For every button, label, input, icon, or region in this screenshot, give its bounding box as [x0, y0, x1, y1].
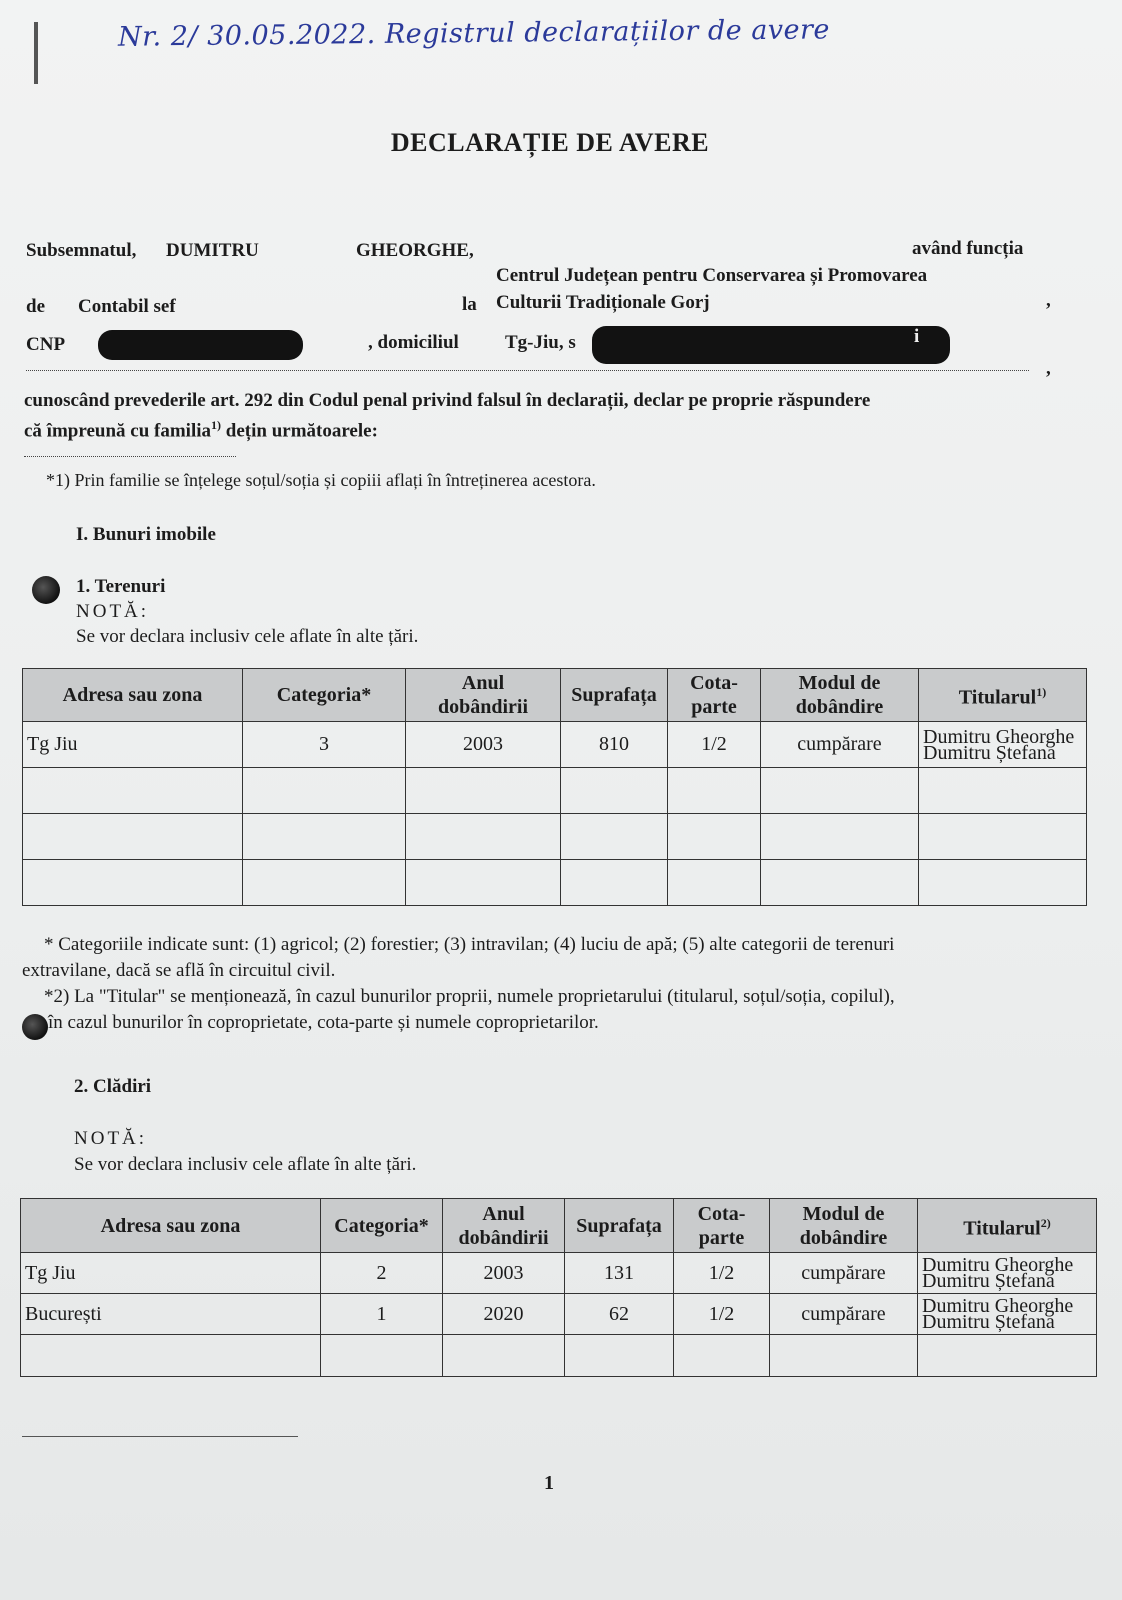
- header-titular: Titularul$^{1)}$: [919, 669, 1087, 722]
- job-title: Contabil sef: [78, 296, 176, 317]
- cell-adresa: Tg Jiu: [21, 1253, 321, 1294]
- terenuri-header-row: [23, 669, 1087, 722]
- domiciliul-label: , domiciliul: [368, 332, 459, 353]
- declaration-line-2: că împreună cu familia$^{1)}$ dețin următoarele:: [24, 418, 378, 442]
- cell-anul: 2020: [443, 1294, 565, 1335]
- address-dotted-line: [26, 370, 1029, 371]
- header-cota: Cota- parte: [668, 669, 761, 722]
- punch-hole-1: [32, 576, 60, 604]
- punch-hole-2: [22, 1014, 48, 1040]
- cell-cota: 1/2: [674, 1294, 770, 1335]
- table-row-empty: [21, 1335, 1097, 1377]
- terenuri-heading: 1. Terenuri: [76, 576, 166, 597]
- cladiri-heading: 2. Clădiri: [74, 1076, 152, 1097]
- terenuri-nota-label: NOTĂ:: [76, 601, 150, 622]
- header-suprafata: Suprafața: [565, 1199, 674, 1253]
- footnote-separator: [24, 456, 236, 457]
- cell-adresa: București: [21, 1294, 321, 1335]
- cladiri-table: [20, 1198, 1097, 1377]
- header-adresa: Adresa sau zona: [23, 669, 243, 722]
- redacted-address: [592, 326, 950, 364]
- cell-cota: 1/2: [674, 1253, 770, 1294]
- address-visible: Tg-Jiu, s: [505, 332, 576, 353]
- address-tail: i: [914, 326, 920, 347]
- bottom-separator-line: [22, 1436, 298, 1437]
- cell-anul: 2003: [443, 1253, 565, 1294]
- header-cota: Cota- parte: [674, 1199, 770, 1253]
- header-categoria: Categoria*: [321, 1199, 443, 1253]
- institution-line-2: Culturii Tradiționale Gorj: [496, 292, 710, 313]
- document-title: DECLARAȚIE DE AVERE: [390, 128, 710, 157]
- cladiri-nota-text: Se vor declara inclusiv cele aflate în alte țări.: [74, 1154, 417, 1175]
- avand-functia-label: având funcția: [912, 238, 1024, 259]
- terenuri-nota-text: Se vor declara inclusiv cele aflate în alte țări.: [76, 626, 419, 647]
- categorii-footnote-line-2: extravilane, dacă se află în circuitul civil.: [22, 960, 336, 981]
- last-name: GHEORGHE,: [356, 240, 474, 261]
- header-modul: Modul de dobândire: [770, 1199, 918, 1253]
- cell-modul: cumpărare: [770, 1253, 918, 1294]
- header-categoria: Categoria*: [243, 669, 406, 722]
- page-number: 1: [544, 1472, 554, 1494]
- categorii-footnote-line-1: * Categoriile indicate sunt: (1) agricol; (2) forestier; (3) intravilan; (4) luciu de apă; (5) alte categorii de terenuri: [44, 934, 895, 955]
- declaration-line-1: cunoscând prevederile art. 292 din Codul penal privind falsul în declarații, declar pe proprie răspundere: [24, 390, 871, 411]
- cell-titular: Dumitru Gheorghe Dumitru Ștefana: [918, 1253, 1097, 1294]
- cell-titular: Dumitru Gheorghe Dumitru Ștefana: [918, 1294, 1097, 1335]
- cnp-label: CNP: [26, 334, 66, 355]
- institution-line-1: Centrul Județean pentru Conservarea și Promovarea: [496, 265, 928, 286]
- la-label: la: [462, 294, 477, 315]
- margin-mark: [34, 22, 38, 84]
- titular-footnote-line-1: *2) La "Titular" se menționează, în cazul bunurilor proprii, numele proprietarului (titularul, soțul/soția, copilul),: [44, 986, 895, 1007]
- cell-cota: 1/2: [668, 722, 761, 768]
- cell-adresa: Tg Jiu: [23, 722, 243, 768]
- table-row-empty: [23, 860, 1087, 906]
- table-row: [21, 1294, 1097, 1335]
- footnote-family: *1) Prin familie se înțelege soțul/soția și copiii aflați în întreținerea acestora.: [46, 470, 596, 490]
- table-row-empty: [23, 814, 1087, 860]
- table-row: [23, 722, 1087, 768]
- cell-categoria: 2: [321, 1253, 443, 1294]
- table-row: [21, 1253, 1097, 1294]
- section-1-heading: I. Bunuri imobile: [76, 524, 216, 545]
- cladiri-header-row: [21, 1199, 1097, 1253]
- comma-2: ,: [1046, 358, 1051, 379]
- cell-suprafata: 131: [565, 1253, 674, 1294]
- header-anul: Anul dobândirii: [406, 669, 561, 722]
- comma-1: ,: [1046, 290, 1051, 311]
- titular-footnote-line-2: în cazul bunurilor în coproprietate, cota-parte și numele coproprietarilor.: [48, 1012, 599, 1033]
- cell-titular: Dumitru Gheorghe Dumitru Ștefana: [919, 722, 1087, 768]
- cell-categoria: 1: [321, 1294, 443, 1335]
- header-titular: Titularul$^{2)}$: [918, 1199, 1097, 1253]
- header-suprafata: Suprafața: [561, 669, 668, 722]
- redacted-cnp: [98, 330, 303, 360]
- cell-suprafata: 810: [561, 722, 668, 768]
- cell-anul: 2003: [406, 722, 561, 768]
- first-name: DUMITRU: [166, 240, 259, 261]
- handwritten-registry-note: Nr. 2/ 30.05.2022. Registrul declarațiilor de avere: [117, 14, 831, 53]
- cladiri-nota-label: NOTĂ:: [74, 1128, 148, 1149]
- header-anul: Anul dobândirii: [443, 1199, 565, 1253]
- header-adresa: Adresa sau zona: [21, 1199, 321, 1253]
- cell-modul: cumpărare: [761, 722, 919, 768]
- cell-modul: cumpărare: [770, 1294, 918, 1335]
- cell-suprafata: 62: [565, 1294, 674, 1335]
- table-row-empty: [23, 768, 1087, 814]
- subsemnatul-label: Subsemnatul,: [26, 240, 137, 261]
- terenuri-table: [22, 668, 1087, 906]
- cell-categoria: 3: [243, 722, 406, 768]
- header-modul: Modul de dobândire: [761, 669, 919, 722]
- de-label: de: [26, 296, 45, 317]
